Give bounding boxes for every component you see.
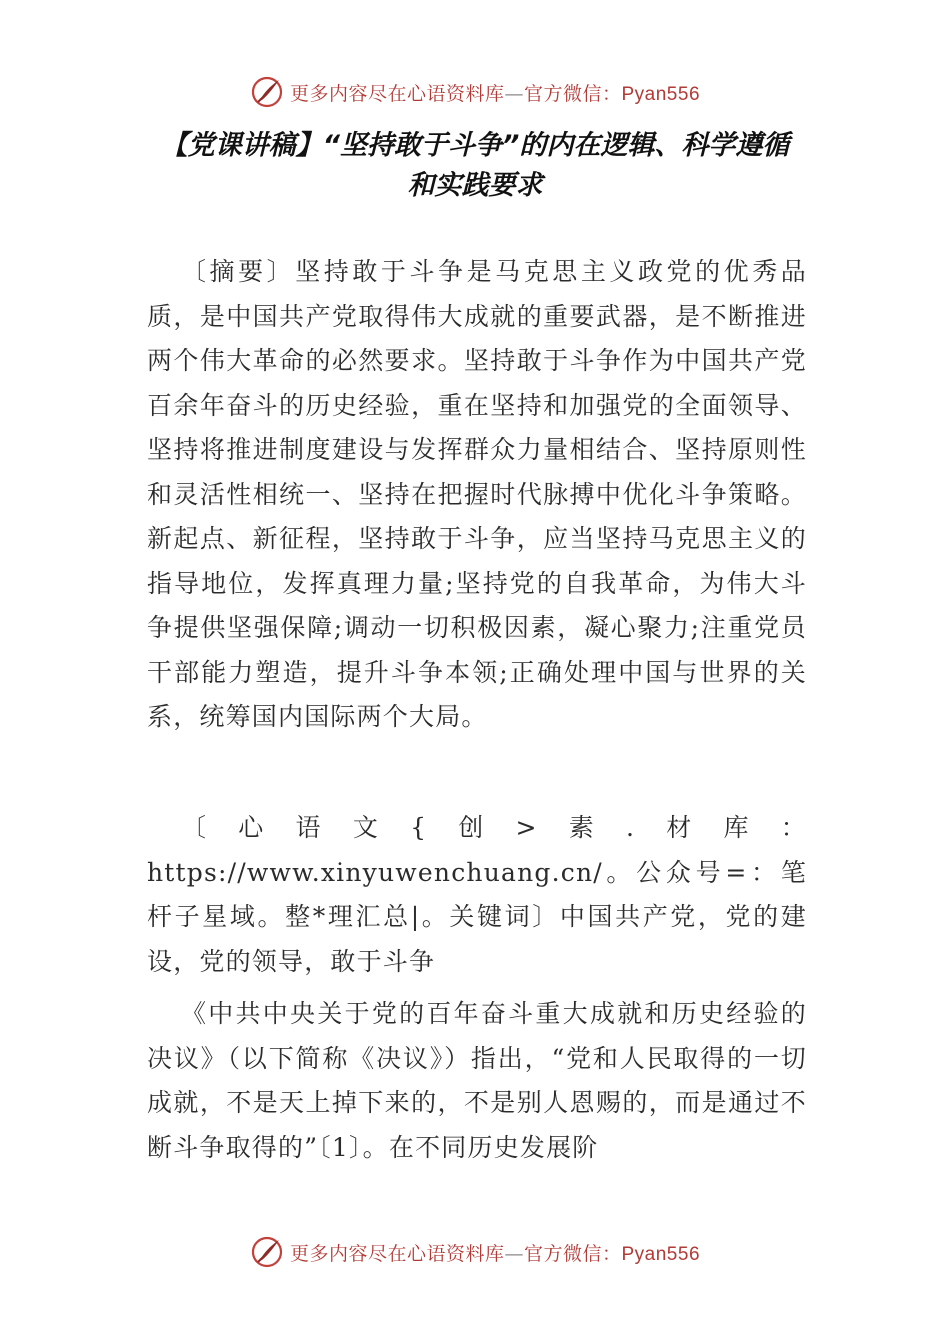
watermark-wechat-label: 官方微信： [523,1242,622,1265]
title-line-1: 【党课讲稿】“坚持敢于斗争”的内在逻辑、科学遵循 [160,130,790,161]
footer-watermark [0,1232,950,1272]
watermark-text [290,79,700,106]
watermark-wechat-id: Pyan556 [621,1243,701,1265]
watermark-main-text: 更多内容尽在心语资料库 [289,82,505,105]
watermark-main-text: 更多内容尽在心语资料库 [289,1242,505,1265]
watermark-dash: — [504,82,524,105]
quill-pen-logo-icon [250,75,284,109]
watermark-wechat-id: Pyan556 [621,83,701,105]
body-paragraph: 《中共中央关于党的百年奋斗重大成就和历史经验的决议》（以下简称《决议》）指出，“党和人民取得的一切成就，不是天上掉下来的，不是别人恩赐的，而是通过不断斗争取得的”〔1〕。在不同历史发展阶 [147,999,807,1162]
keywords-paragraph: 〔心语文{创>素.材库：https://www.xinyuwenchuang.cn/。公众号=：笔杆子星域。整*理汇总|。关键词〕中国共产党，党的建设，党的领导，敢于斗争 [147,813,807,976]
title-line-2: 和实践要求 [407,170,543,201]
watermark-dash: — [504,1242,524,1265]
watermark-text [290,1239,700,1266]
document-title [0,126,950,206]
watermark-wechat-label: 官方微信： [523,82,622,105]
abstract-paragraph: 〔摘要〕坚持敢于斗争是马克思主义政党的优秀品质，是中国共产党取得伟大成就的重要武器，是不断推进两个伟大革命的必然要求。坚持敢于斗争作为中国共产党百余年奋斗的历史经验，重在坚持和加强党的全面领导、坚持将推进制度建设与发挥群众力量相结合、坚持原则性和灵活性相统一、坚持在把握时代脉搏中优化斗争策略。新起点、新征程，坚持敢于斗争，应当坚持马克思主义的指导地位，发挥真理力量;坚持党的自我革命，为伟大斗争提供坚强保障;调动一切积极因素，凝心聚力;注重党员干部能力塑造，提升斗争本领;正确处理中国与世界的关系，统筹国内国际两个大局。 [147,257,807,731]
header-watermark [0,72,950,112]
quill-pen-logo-icon [250,1235,284,1269]
